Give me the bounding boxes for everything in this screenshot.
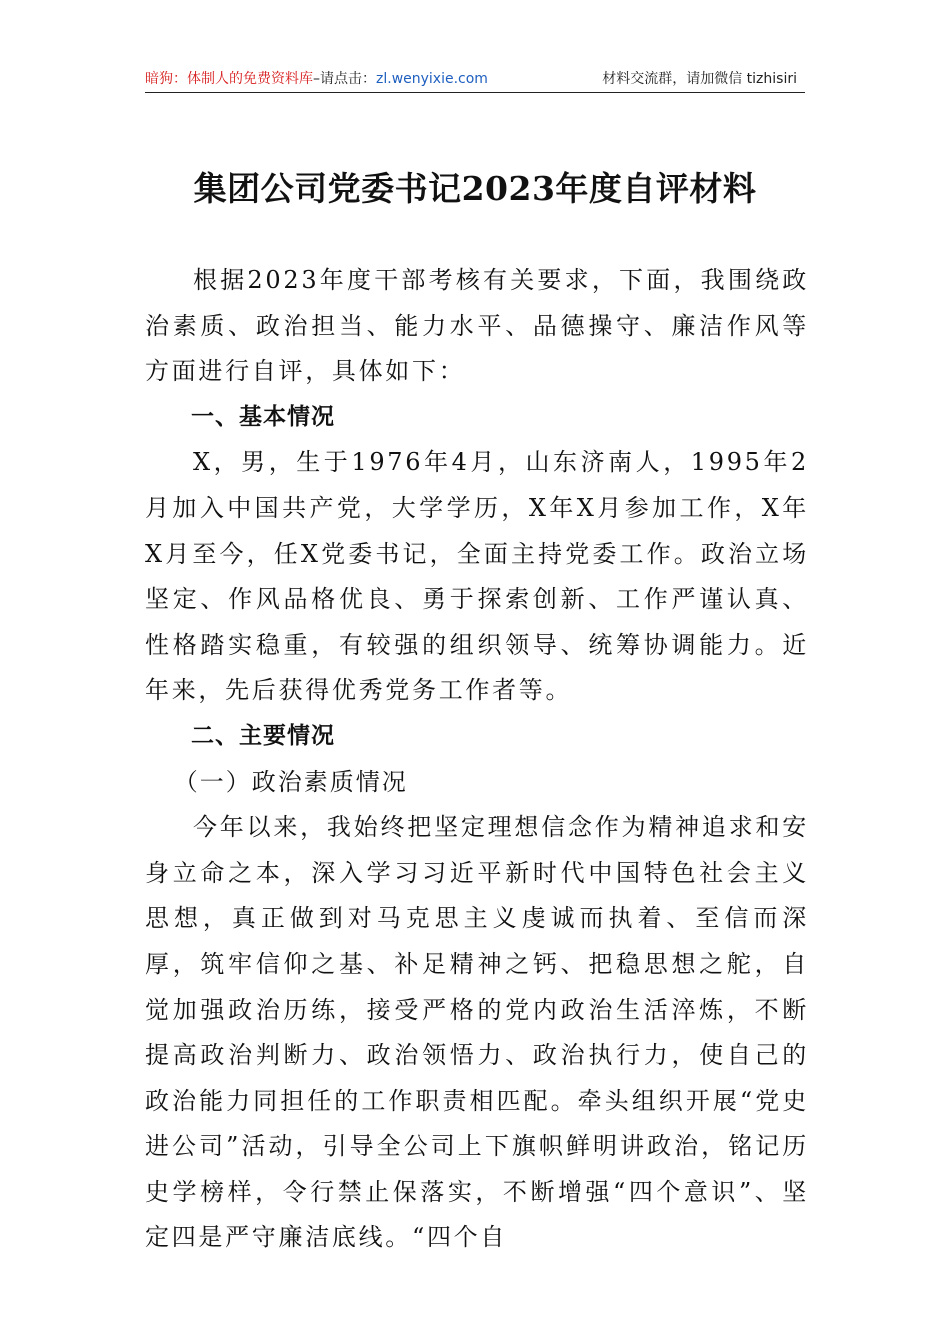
document-title: 集团公司党委书记2023年度自评材料 <box>193 169 757 208</box>
link-prompt: –请点击： <box>313 71 376 87</box>
website-link[interactable]: zl.wenyixie.com <box>376 71 488 87</box>
document-body <box>145 258 809 1261</box>
basic-info-paragraph: X，男，生于1976年4月，山东济南人，1995年2月加入中国共产党，大学学历，X年X月参加工作，X年X月至今，任X党委书记，全面主持党委工作。政治立场坚定、作风品格优良、勇于探索创新、工作严谨认真、性格踏实稳重，有较强的组织领导、统筹协调能力。近年来，先后获得优秀党务工作者等。 <box>145 448 809 705</box>
section-heading-basic: 一、基本情况 <box>191 403 335 430</box>
subsection-heading-political: （一）政治素质情况 <box>173 767 408 796</box>
section-heading-main: 二、主要情况 <box>191 722 335 749</box>
wechat-note: 材料交流群，请加微信 tizhisiri <box>602 71 797 87</box>
page-header <box>145 66 805 93</box>
intro-paragraph: 根据2023年度干部考核有关要求，下面，我围绕政治素质、政治担当、能力水平、品德操守、廉洁作风等方面进行自评，具体如下： <box>145 266 809 386</box>
political-quality-paragraph: 今年以来，我始终把坚定理想信念作为精神追求和安身立命之本，深入学习习近平新时代中国特色社会主义思想，真正做到对马克思主义虔诚而执着、至信而深厚，筑牢信仰之基、补足精神之钙、把稳思想之舵，自觉加强政治历练，接受严格的党内政治生活淬炼，不断提高政治判断力、政治领悟力、政治执行力，使自己的政治能力同担任的工作职责相匹配。牵头组织开展“党史进公司”活动，引导全公司上下旗帜鲜明讲政治，铭记历史学榜样，令行禁止保落实，不断增强“四个意识”、坚定四是严守廉洁底线。“四个自 <box>145 813 809 1252</box>
source-label: 暗狗：体制人的免费资料库 <box>145 71 313 87</box>
